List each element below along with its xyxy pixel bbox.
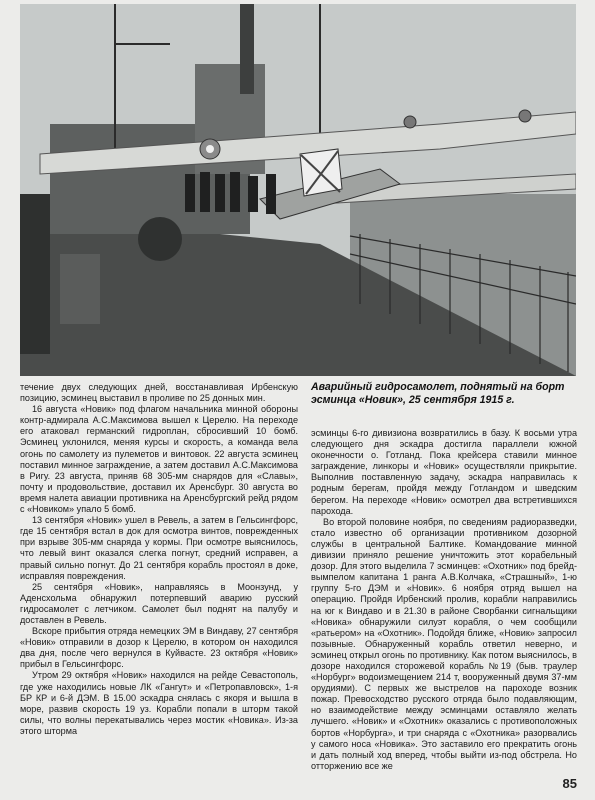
paragraph: эсминцы 6-го дивизиона возвратились в базу. К восьми утра следующего дня эскадра достигла параллели южной оконечности о. Готланд. Пока крейсера ставили минное заграждение, линкоры и «Новик» осуществляли прикрытие. Выполнив поставленную задачу, эскадра направилась к родным берегам, пройдя между Готландом и шведским берегом. На переходе «Новик» осмотрел два встретившихся парохода. bbox=[311, 428, 577, 516]
ship-deck-seaplane-photo-icon bbox=[20, 4, 576, 376]
left-text-column bbox=[20, 382, 298, 737]
paragraph: 25 сентября «Новик», направляясь в Моонзунд, у Аденсхольма обнаружил потерпевший аварию русский гидросамолет с летчиком. Самолет был поднят на палубу и доставлен в Ревель. bbox=[20, 581, 298, 625]
paragraph: Утром 29 октября «Новик» находился на рейде Севастополь, где уже находились новые ЛК «Гангут» и «Петропавловск», 1-я БР КР и 6-й ДЭМ. В 15.00 эскадра снялась с якоря и вышла в море, развив скорость 19 уз. Корабли попали в шторм такой силы, что волны перекатывались через мостик «Новика». Из-за этого шторма bbox=[20, 670, 298, 736]
paragraph: течение двух следующих дней, восстанавливая Ирбенскую позицию, эсминец выставил в проливе по 25 донных мин. bbox=[20, 382, 298, 404]
paragraph: Во второй половине ноября, по сведениям радиоразведки, стало известно об организации противником дозорной службы в центральной Балтике. Командование минной дивизии приняло решение уничтожить этот корабельный дозор. Для этого выделила 7 эсминцев: «Охотник» под брейд-вымпелом капитана 1 ранга А.В.Колчака, «Страшный», 1-ю группу 5-го ДЭМ и «Новик». 6 ноября отряд вышел на операцию. Пройдя Ирбенский пролив, корабли направились на юг к Виндаво и в 21.30 в районе Сворбанки сигнальщики «Новика» обнаружили силуэт корабля, о чем сообщили «ратьером» на «Охотник». Подойдя ближе, «Новик» запросил позывные. Обнаруженный корабль ответил неверно, и эсминец открыл огонь по противнику. Как потом выяснилось, в дозоре находился сторожевой корабль №19 (быв. траулер «Норбург» водоизмещением 214 т, вооруженный двумя 37-мм орудиями). С первых же выстрелов на пароходе возник пожар. Превосходство русского отряда было подавляющим, но взаимодействие между эсминцами оставляло желать лучшего. «Новик» и «Охотник» оказались с противоположных бортов «Норбурга», и три снаряда с «Охотника» разорвались у самого носа «Новика». Это заставило его прекратить огонь и дать полный ход вперед, чтобы выйти из-под обстрела. Но отторжению все же bbox=[311, 516, 577, 771]
ship-deck-photo bbox=[20, 4, 576, 376]
paragraph: 13 сентября «Новик» ушел в Ревель, а затем в Гельсингфорс, где 15 сентября встал в док для осмотра винтов, поврежденных при взрыве 305-мм снаряда у кормы. При осмотре выяснилось, что левый винт оказался слегка погнут, средний исправен, а правый сильно погнут. До 21 сентября корабль простоял в доке, исправляя повреждения. bbox=[20, 515, 298, 581]
paragraph: 16 августа «Новик» под флагом начальника минной обороны контр-адмирала А.С.Максимова вышел к Церелю. На переходе его атаковал германский гидроплан, сбросивший 10 бомб. Эсминец уклонился, меняя курсы и скорость, а команда вела огонь по самолету из пулеметов и винтовок. 22 августа эсминец поставил минное заграждение, а затем доставил А.С.Максимова в Ригу. 23 августа, приняв 68 305-мм снарядов для «Славы», почту и продовольствие, доставил их Аренсбург. 30 августа во время налета авиации противника на Аренсбургский рейд рядом с «Новиком» упало 5 бомб. bbox=[20, 404, 298, 515]
right-text-column bbox=[311, 428, 577, 772]
photo-caption: Аварийный гидросамолет, поднятый на борт эсминца «Новик», 25 сентября 1915 г. bbox=[311, 381, 565, 406]
paragraph: Вскоре прибытия отряда немецких ЭМ в Виндаву, 27 сентября «Новик» отправили в дозор к Церелю, в котором он находился два дня, после чего вернулся в Куйвасте. 23 октября «Новик» прибыл в Гельсингфорс. bbox=[20, 626, 298, 670]
page-number: 85 bbox=[562, 776, 577, 791]
